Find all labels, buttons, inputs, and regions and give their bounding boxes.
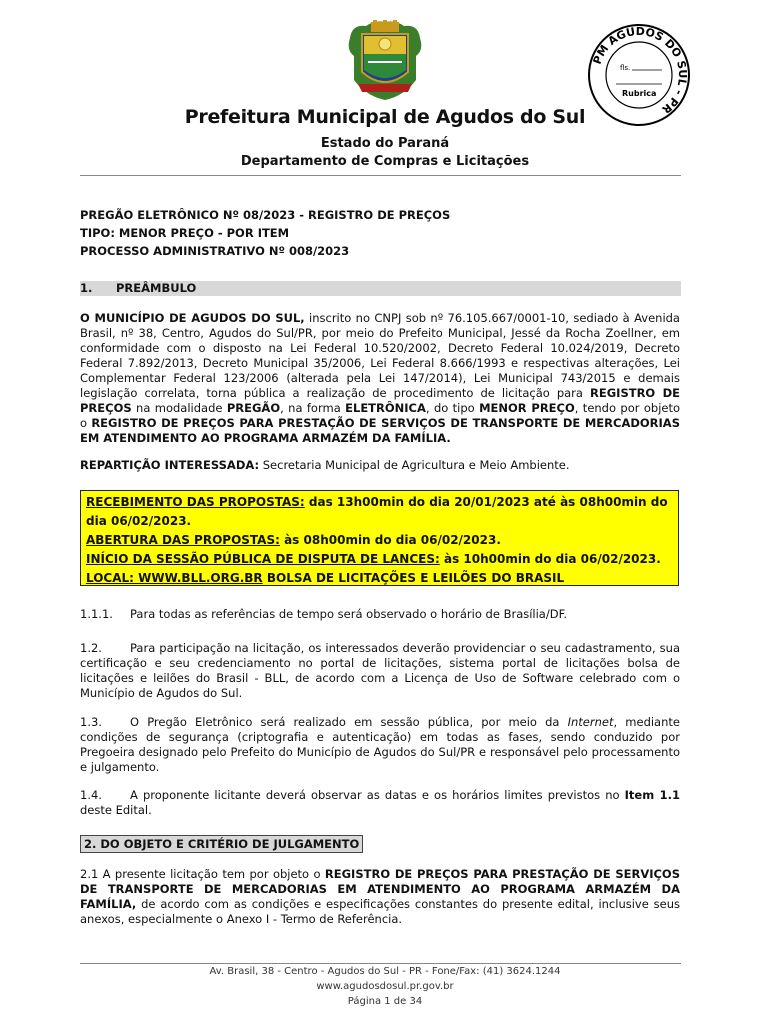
doc-id-line-3: PROCESSO ADMINISTRATIVO Nº 008/2023 [80, 244, 350, 258]
schedule-row-3-label: INÍCIO DA SESSÃO PÚBLICA DE DISPUTA DE LANCES: [86, 552, 440, 566]
item-1-3-number: 1.3. [80, 715, 102, 729]
preamble-bold-1: O MUNICÍPIO DE AGUDOS DO SUL, [80, 311, 305, 325]
schedule-row-1-value: das 13h00min do dia 20/01/2023 até às 08h00min do dia 06/02/2023. [86, 495, 668, 528]
preamble-text-5: , tendo por objeto o [80, 401, 681, 430]
section-1-heading [80, 281, 681, 296]
schedule-box [80, 490, 679, 586]
objeto-bold: REGISTRO DE PREÇOS PARA PRESTAÇÃO DE SERVIÇOS DE TRANSPORTE DE MERCADORIAS EM ATENDIMENTO AO PROGRAMA ARMAZÉM DA FAMÍLIA, [80, 867, 680, 911]
bll-link[interactable]: LOCAL: WWW.BLL.ORG.BR [86, 571, 263, 585]
objeto-text-a: 2.1 A presente licitação tem por objeto o [80, 867, 325, 881]
preamble-bold-2: REGISTRO DE PREÇOS [80, 386, 681, 415]
preamble-bold-4: ELETRÔNICA [345, 401, 426, 415]
footer-website[interactable]: www.agudosdosul.pr.gov.br [316, 981, 454, 992]
item-1-3-italic: Internet [567, 715, 614, 729]
item-1-4 [80, 788, 680, 818]
item-1-4-number: 1.4. [80, 788, 102, 802]
item-1-1-1-text: Para todas as referências de tempo será observado o horário de Brasília/DF. [130, 607, 568, 621]
header-divider [80, 175, 681, 176]
municipal-crest-icon [344, 20, 426, 102]
preamble-text-3: , na forma [280, 401, 346, 415]
schedule-row-1 [86, 493, 673, 531]
item-1-2 [80, 641, 680, 701]
preamble-text-1: inscrito no CNPJ sob nº 76.105.667/0001-10, sediado à Avenida Brasil, nº 38, Centro, Agudos do Sul/PR, por meio do Prefeito Municipal, Jessé da Rocha Zoellner, em conformidade com o disposto na Lei Federal 10.520/2002, Decreto Federal 10.024/2019, Decreto Federal 7.892/2013, Decreto Municipal 35/2006, Lei Federal 8.666/1993 e respectivas alterações, Lei Complementar Federal 123/2006 (alterada pela Lei 147/2014), Lei Municipal 743/2015 e demais legislação correlata, torna pública a realização de procedimento de licitação para [80, 311, 680, 400]
section-1-number: 1. [80, 281, 93, 295]
page-number: Página 1 de 34 [347, 996, 423, 1007]
page-title: Prefeitura Municipal de Agudos do Sul [184, 106, 586, 128]
item-1-2-text: Para participação na licitação, os interessados deverão providenciar o seu cadastramento, sua certificação e seu credenciamento no portal de licitações, sistema portal de licitações bolsa de licitações e leilões do Brasil - BLL, de acordo com a Licença de Uso de Software celebrado com o Município de Agudos do Sul. [80, 641, 680, 700]
stamp-ring-text: PM AGUDOS DO SUL - PR [590, 24, 690, 117]
schedule-row-4 [86, 569, 673, 588]
preamble-paragraph [80, 311, 680, 446]
objeto-text-c: de acordo com as condições e especificações constantes do presente edital, inclusive seus anexos, especialmente o Anexo I - Termo de Referência. [80, 897, 680, 926]
item-1-1-1 [80, 607, 680, 622]
state-subtitle: Estado do Paraná [320, 136, 450, 151]
department-subtitle: Departamento de Compras e Licitações [240, 154, 530, 169]
item-1-1-1-number: 1.1.1. [80, 607, 113, 621]
schedule-row-2 [86, 531, 673, 550]
schedule-row-3 [86, 550, 673, 569]
schedule-row-1-label: RECEBIMENTO DAS PROPOSTAS: [86, 495, 305, 509]
item-1-4-bold: Item 1.1 [624, 788, 680, 802]
item-1-3-text-a: O Pregão Eletrônico será realizado em sessão pública, por meio da [130, 715, 568, 729]
preamble-bold-5: MENOR PREÇO [479, 401, 575, 415]
reparticao-value: Secretaria Municipal de Agricultura e Meio Ambiente. [259, 458, 570, 472]
schedule-row-2-label: ABERTURA DAS PROPOSTAS: [86, 533, 280, 547]
preamble-text-2: na modalidade [131, 401, 227, 415]
reparticao-line [80, 458, 680, 473]
item-1-3-text-b: , mediante condições de segurança (criptografia e autenticação) em todas as fases, sendo conduzido por Pregoeira designado pelo Prefeito do Município de Agudos do Sul/PR e responsável pelo processamento e julgamento. [80, 715, 680, 774]
doc-id-line-2: TIPO: MENOR PREÇO - POR ITEM [80, 226, 290, 240]
item-1-3 [80, 715, 680, 775]
section-1-title: PREÂMBULO [116, 281, 197, 295]
footer-address: Av. Brasil, 38 - Centro - Agudos do Sul - PR - Fone/Fax: (41) 3624.1244 [209, 966, 561, 977]
reparticao-label: REPARTIÇÃO INTERESSADA: [80, 458, 260, 472]
doc-id-line-1: PREGÃO ELETRÔNICO Nº 08/2023 - REGISTRO DE PREÇOS [80, 208, 451, 222]
schedule-row-2-value: às 08h00min do dia 06/02/2023. [279, 533, 501, 547]
section-2-heading: 2. DO OBJETO E CRITÉRIO DE JULGAMENTO [80, 835, 363, 853]
item-1-2-number: 1.2. [80, 641, 102, 655]
item-1-4-text-a: A proponente licitante deverá observar as datas e os horários limites previstos no [130, 788, 625, 802]
preamble-text-4: , do tipo [425, 401, 480, 415]
preamble-bold-3: PREGÃO [226, 401, 281, 415]
preamble-bold-6: REGISTRO DE PREÇOS PARA PRESTAÇÃO DE SERVIÇOS DE TRANSPORTE DE MERCADORIAS EM ATENDIMENTO AO PROGRAMA ARMAZÉM DA FAMÍLIA. [80, 416, 680, 445]
schedule-row-3-value: às 10h00min do dia 06/02/2023. [439, 552, 661, 566]
item-1-4-text-c: deste Edital. [80, 803, 152, 817]
stamp-fls-label: fls. [620, 64, 631, 72]
schedule-row-4-value: BOLSA DE LICITAÇÕES E LEILÕES DO BRASIL [262, 571, 565, 585]
footer-divider [80, 963, 681, 964]
objeto-paragraph [80, 867, 680, 927]
stamp-rubrica-label: Rubrica [622, 89, 657, 98]
